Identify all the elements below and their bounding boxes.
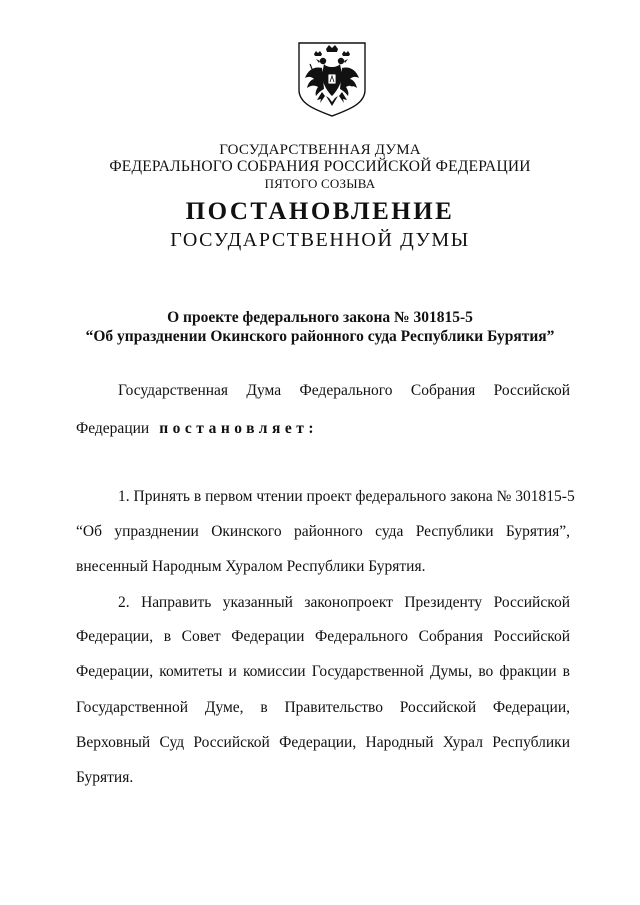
item-1-line-1: 1. Принять в первом чтении проект федерального закона № 301815-5	[118, 488, 575, 505]
preamble-line-1: Государственная Дума Федерального Собрания Российской	[118, 382, 570, 399]
item-2-line-2: Федерации, в Совет Федерации Федерального Собрания Российской	[76, 628, 570, 645]
coat-of-arms-icon	[296, 40, 368, 118]
item-1-line-2: “Об упразднении Окинского районного суда Республики Бурятия”,	[76, 523, 570, 540]
preamble-prefix: Федерации	[76, 420, 150, 437]
header-line-2: ФЕДЕРАЛЬНОГО СОБРАНИЯ РОССИЙСКОЙ ФЕДЕРАЦИИ	[109, 158, 531, 175]
item-2-line-4: Государственной Думе, в Правительство Российской Федерации,	[76, 699, 570, 716]
item-2-line-6: Бурятия.	[76, 769, 134, 786]
subject-line-1: О проекте федерального закона № 301815-5	[167, 309, 473, 326]
header-line-3: ПЯТОГО СОЗЫВА	[264, 176, 376, 191]
document-issuer: ГОСУДАРСТВЕННОЙ ДУМЫ	[170, 229, 470, 251]
header-line-1: ГОСУДАРСТВЕННАЯ ДУМА	[219, 142, 421, 158]
item-2-line-5: Верховный Суд Российской Федерации, Народный Хурал Республики	[76, 734, 570, 751]
document-type-title: ПОСТАНОВЛЕНИЕ	[185, 198, 455, 225]
item-2-line-3: Федерации, комитеты и комиссии Государственной Думы, во фракции в	[76, 663, 570, 680]
preamble-line-2	[76, 419, 318, 439]
subject-line-2: “Об упразднении Окинского районного суда Республики Бурятия”	[85, 328, 555, 345]
item-1-line-3: внесенный Народным Хуралом Республики Бурятия.	[76, 558, 426, 575]
item-2-line-1: 2. Направить указанный законопроект Президенту Российской	[118, 594, 570, 611]
resolution-verb: постановляет:	[159, 420, 319, 437]
